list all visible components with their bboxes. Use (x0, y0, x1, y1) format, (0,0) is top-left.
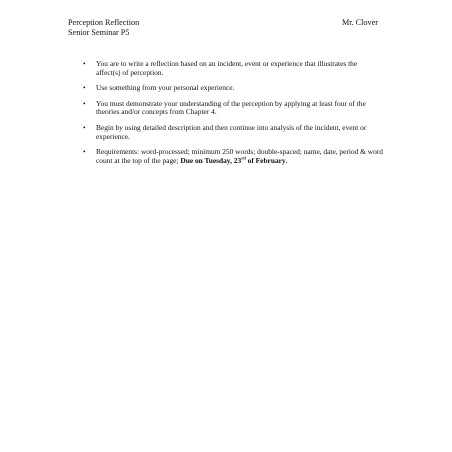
list-item (83, 124, 383, 141)
document-title: Perception Reflection (68, 18, 140, 27)
bullet-text: Begin by using detailed description and then continue into analysis of the incident, event or experience. (96, 122, 367, 141)
due-month: of February (247, 155, 286, 165)
list-item (83, 100, 383, 117)
bullet-icon: • (83, 98, 86, 108)
due-prefix: Due on Tuesday, (180, 155, 232, 165)
bullet-icon: • (83, 147, 86, 157)
course-name: Senior Seminar P5 (68, 27, 130, 37)
teacher-name: Mr. Clover (342, 18, 378, 27)
list-item (83, 148, 383, 165)
due-end: . (285, 155, 288, 165)
bullet-icon: • (83, 59, 86, 68)
assignment-bullet-list (83, 60, 383, 172)
bullet-text: Requirements: word-processed; minimum 250 words; double-spaced; name, date, period & word count at the top of the page; (96, 147, 383, 165)
bullet-text: Use something from your personal experience. (96, 83, 235, 93)
bullet-text: You are to write a reflection based on an incident, event or experience that illustrates the affect(s) of perception. (96, 59, 358, 77)
bullet-icon: • (83, 122, 86, 132)
list-item (83, 84, 383, 93)
due-date (180, 156, 285, 165)
due-day: 23 (233, 155, 242, 165)
bullet-icon: • (83, 83, 86, 93)
due-suffix: rd (241, 155, 246, 161)
list-item (83, 60, 383, 77)
header-left (68, 18, 139, 37)
bullet-text: You must demonstrate your understanding of the perception by applying at least four of the theories and/or concepts from Chapter 4. (96, 98, 366, 117)
